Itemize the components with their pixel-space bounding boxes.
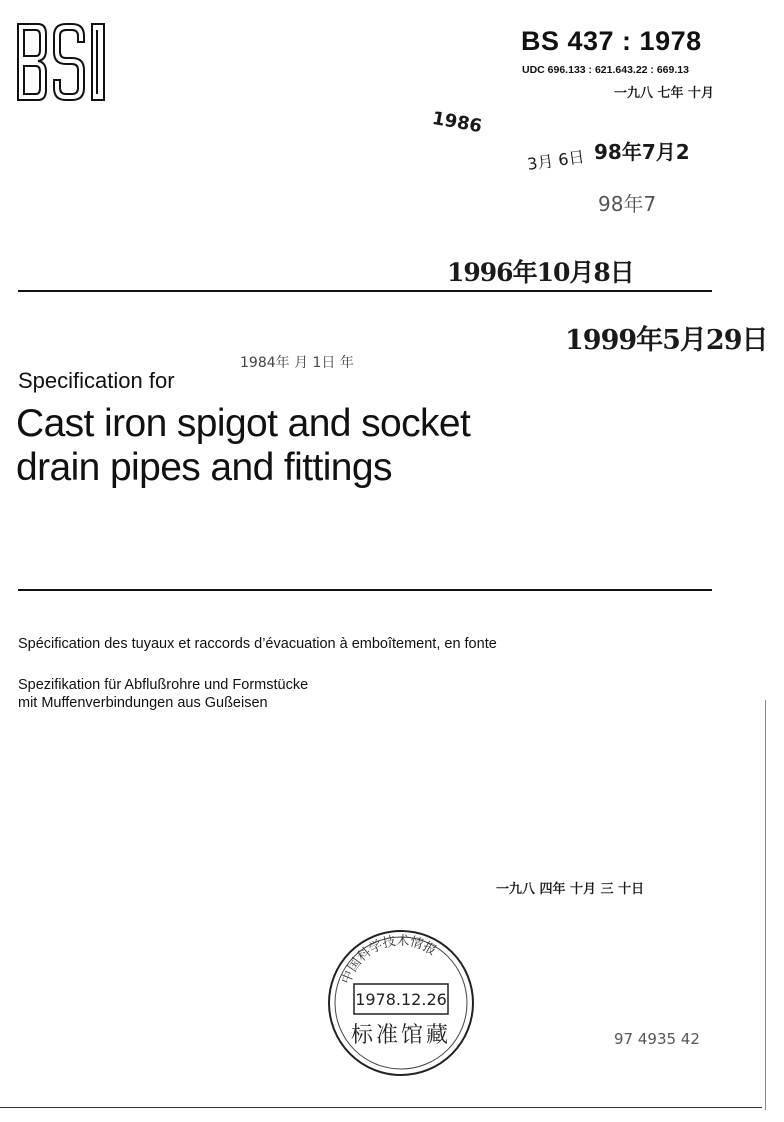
- library-seal: [326, 928, 476, 1078]
- chinese-date-stamp-2: 一九八 四年 十月 三 十日: [496, 882, 645, 897]
- month-day-stamp: 3月 6日: [526, 147, 586, 174]
- year-stamp-98: 98年7月2: [594, 140, 690, 164]
- year-stamp-1986: 1986: [430, 107, 484, 138]
- german-title-line-2: mit Muffenverbindungen aus Gußeisen: [18, 695, 268, 711]
- spec-for-label: Specification for: [18, 368, 175, 393]
- small-date-stamp: 1984年 月 1日 年: [240, 355, 354, 371]
- document-title: [16, 402, 470, 490]
- bsi-logo: [14, 20, 108, 104]
- page-right-edge: [765, 700, 766, 1110]
- year-stamp-98-faint: 98年7: [598, 192, 657, 216]
- title-line-1: Cast iron spigot and socket: [16, 402, 471, 445]
- svg-text:中国科学技术情报: [338, 933, 439, 986]
- received-date-stamp-1999: 1999年5月29日: [565, 325, 768, 356]
- bottom-divider: [18, 589, 712, 591]
- top-divider: [18, 290, 712, 292]
- title-line-2: drain pipes and fittings: [16, 446, 392, 489]
- chinese-date-stamp: 一九八 七年 十月: [614, 86, 715, 101]
- page-bottom-edge: [0, 1107, 762, 1108]
- udc-classification: UDC 696.133 : 621.643.22 : 669.13: [522, 64, 689, 76]
- german-title: [18, 676, 308, 712]
- library-date: 1978.12.26: [355, 990, 447, 1009]
- library-name: 标准馆藏: [350, 1023, 452, 1048]
- received-date-stamp-1996: 1996年10月8日: [447, 258, 634, 287]
- french-title: Spécification des tuyaux et raccords d’évacuation à emboîtement, en fonte: [18, 636, 497, 652]
- german-title-line-1: Spezifikation für Abflußrohre und Formstücke: [18, 677, 309, 693]
- standard-number: BS 437 : 1978: [521, 26, 702, 56]
- catalog-number-stamp: 97 4935 42: [614, 1030, 700, 1048]
- library-ring-text: 中国科学技术情报: [339, 933, 439, 987]
